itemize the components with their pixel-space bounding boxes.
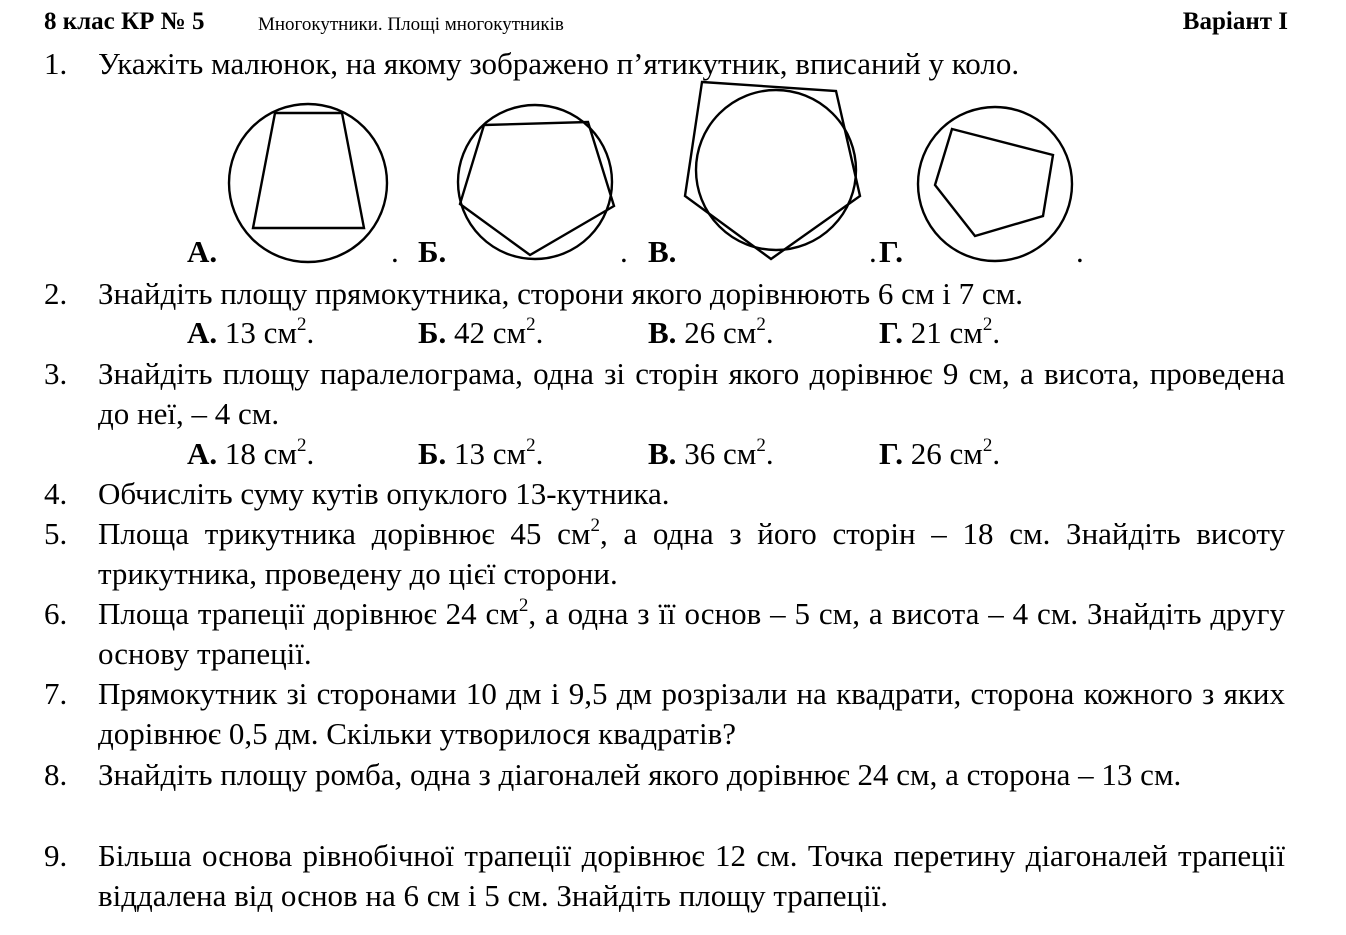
question-number: 8. [44,757,68,792]
question-7 [44,674,1285,754]
option-a [187,313,314,353]
question-4 [44,474,1285,514]
question-text-part: Площа трикутника дорівнює 45 см [98,516,591,551]
figure-b-pentagon-in-circle [458,105,614,259]
option-end: . [765,315,774,350]
option-letter: В. [648,315,677,350]
question-text [98,514,1285,594]
figure-d-pentagon-inside-circle [918,107,1072,261]
question-2-options [0,313,1346,353]
option-end: . [992,436,1001,471]
option-d [879,313,1000,353]
option-letter: В. [648,436,677,471]
question-text-part: Площа трапеції дорівнює 24 см [98,596,519,631]
option-b [418,313,543,353]
option-exponent: 2 [756,435,766,456]
option-d [879,434,1000,474]
question-1-figures [0,78,1346,270]
figure-dot-c: . [869,234,877,269]
figure-a-trapezoid-in-circle [229,104,387,262]
figure-dot-a: . [391,234,399,269]
option-letter: Б. [418,315,447,350]
figure-label-a: А. [187,234,218,269]
option-end: . [306,436,315,471]
figure-label-b: Б. [418,234,447,269]
option-letter: А. [187,436,218,471]
option-value: 18 см [224,436,298,471]
question-text: Прямокутник зі сторонами 10 дм і 9,5 дм розрізали на квадрати, сторона кожного з яких дорівнює 0,5 дм. Скільки утворилося квадратів? [98,676,1285,751]
option-exponent: 2 [526,314,536,335]
option-letter: Г. [879,315,903,350]
question-text [98,594,1285,674]
option-value: 26 см [684,315,757,350]
option-exponent: 2 [756,314,766,335]
question-8 [44,755,1285,795]
question-3 [44,354,1285,434]
option-end: . [535,436,544,471]
question-number: 2. [44,276,68,311]
page-header [44,8,1288,44]
question-9 [44,836,1285,916]
option-value: 13 см [454,436,527,471]
figure-c-pentagon-around-circle [685,82,860,259]
question-3-options [0,434,1346,474]
question-number: 4. [44,476,68,511]
figure-label-d: Г. [879,234,903,269]
question-text: Знайдіть площу прямокутника, сторони якого дорівнюють 6 см і 7 см. [98,276,1023,311]
question-number: 6. [44,596,68,631]
option-c [648,434,774,474]
option-letter: Г. [879,436,903,471]
question-5 [44,514,1285,594]
option-exponent: 2 [526,435,536,456]
option-c [648,313,774,353]
option-value: 21 см [910,315,983,350]
question-number: 3. [44,356,68,391]
option-value: 26 см [910,436,983,471]
question-6 [44,594,1285,674]
option-value: 13 см [224,315,298,350]
figure-dot-b: . [620,234,628,269]
option-end: . [992,315,1001,350]
option-exponent: 2 [982,314,993,335]
question-text: Знайдіть площу паралелограма, одна зі сторін якого дорівнює 9 см, а висота, проведена до неї, – 4 см. [98,356,1285,431]
question-text: Знайдіть площу ромба, одна з діагоналей якого дорівнює 24 см, а сторона – 13 см. [98,757,1182,792]
option-letter: Б. [418,436,447,471]
question-number: 1. [44,46,68,81]
option-exponent: 2 [297,314,307,335]
option-a [187,434,314,474]
option-letter: А. [187,315,218,350]
question-text: Обчисліть суму кутів опуклого 13-кутника. [98,476,670,511]
figure-dot-d: . [1076,234,1084,269]
question-text-part: , а одна з її основ – 5 см, а висота – 4 см. Знайдіть другу основу трапеції. [98,596,1285,671]
question-number: 5. [44,516,68,551]
question-number: 9. [44,838,68,873]
class-title: 8 клас КР № 5 [44,8,205,35]
variant-label: Варіант І [1182,8,1288,35]
option-b [418,434,543,474]
question-number: 7. [44,676,68,711]
question-text-part: , а одна з його сторін – 18 см. Знайдіть висоту трикутника, проведену до цієї сторони. [98,516,1285,591]
topic-title: Многокутники. Площі многокутників [258,14,564,35]
option-value: 42 см [454,315,527,350]
option-exponent: 2 [297,435,307,456]
question-text: Укажіть малюнок, на якому зображено п’ятикутник, вписаний у коло. [98,46,1020,81]
figure-label-c: В. [648,234,677,269]
question-exponent: 2 [590,515,600,536]
question-2 [44,274,1285,314]
option-value: 36 см [684,436,757,471]
question-exponent: 2 [518,595,529,616]
option-end: . [535,315,544,350]
option-exponent: 2 [982,435,993,456]
option-end: . [306,315,315,350]
question-text: Більша основа рівнобічної трапеції дорівнює 12 см. Точка перетину діагоналей трапеції віддалена від основ на 6 см і 5 см. Знайдіть площу трапеції. [98,838,1285,913]
option-end: . [765,436,774,471]
